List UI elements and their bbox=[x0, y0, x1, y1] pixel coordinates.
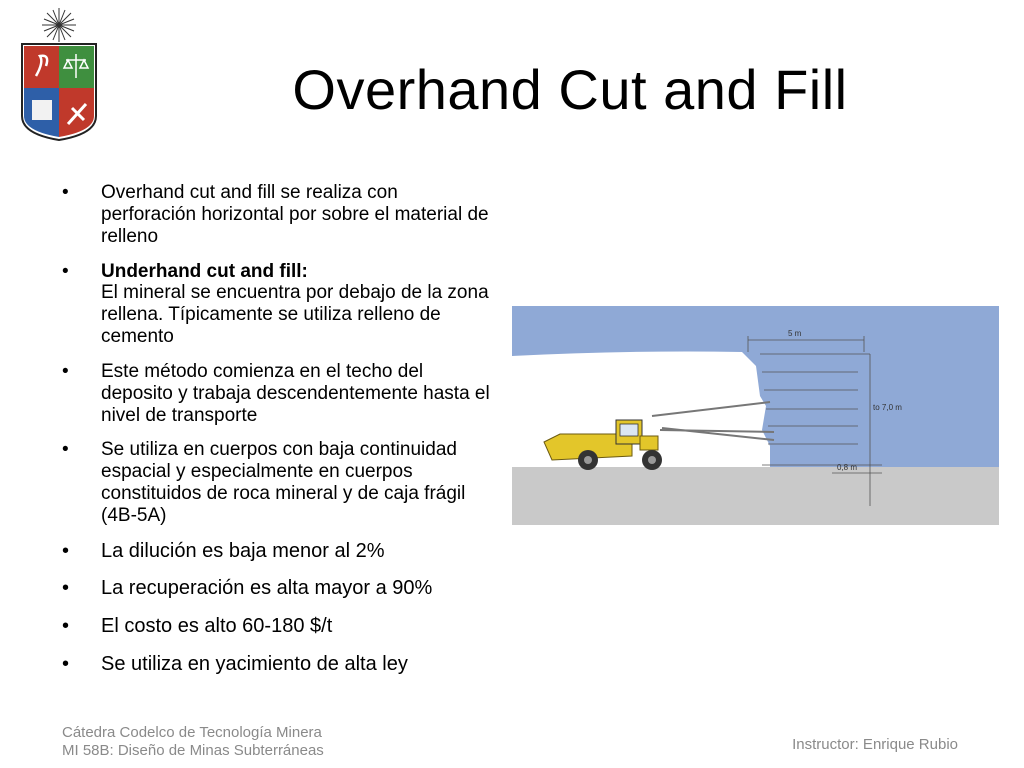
bullet-item: • Este método comienza en el techo del deposito y trabaja descendentemente hasta el nivel de transporte bbox=[62, 360, 490, 426]
bullet-list bbox=[58, 182, 498, 676]
bullet-item: • La recuperación es alta mayor a 90% bbox=[62, 577, 433, 600]
bullet-bold-heading: Underhand cut and fill: bbox=[101, 260, 308, 282]
footer-instructor: Instructor: Enrique Rubio bbox=[792, 736, 958, 753]
cut-and-fill-figure bbox=[512, 306, 999, 525]
footer-course-info bbox=[62, 724, 324, 760]
bullet-item: • Overhand cut and fill se realiza con perforación horizontal por sobre el material de relleno bbox=[62, 182, 489, 247]
footer-line-2: MI 58B: Diseño de Minas Subterráneas bbox=[62, 742, 324, 759]
bullet-item: • La dilución es baja menor al 2% bbox=[62, 539, 385, 562]
bullet-item: • Se utiliza en cuerpos con baja continuidad espacial y especialmente en cuerpos constituidos de roca mineral y de caja frágil (4B-5A) bbox=[62, 439, 466, 526]
bullet-item: • Underhand cut and fill: El mineral se encuentra por debajo de la zona rellena. Típicamente se utiliza relleno de cemento bbox=[58, 261, 498, 348]
fill-floor bbox=[512, 467, 999, 525]
dimension-label-top: 5 m bbox=[788, 329, 802, 338]
dimension-label-bottom: 0,8 m bbox=[837, 463, 858, 472]
university-coat-of-arms-icon bbox=[14, 4, 104, 144]
slide-title: Overhand Cut and Fill bbox=[292, 58, 848, 121]
bullet-item: • Se utiliza en yacimiento de alta ley bbox=[62, 652, 408, 675]
footer-line-1: Cátedra Codelco de Tecnología Minera bbox=[62, 724, 322, 741]
dimension-label-height: to 7,0 m bbox=[873, 403, 902, 412]
bullet-item: • El costo es alto 60-180 $/t bbox=[62, 615, 333, 637]
